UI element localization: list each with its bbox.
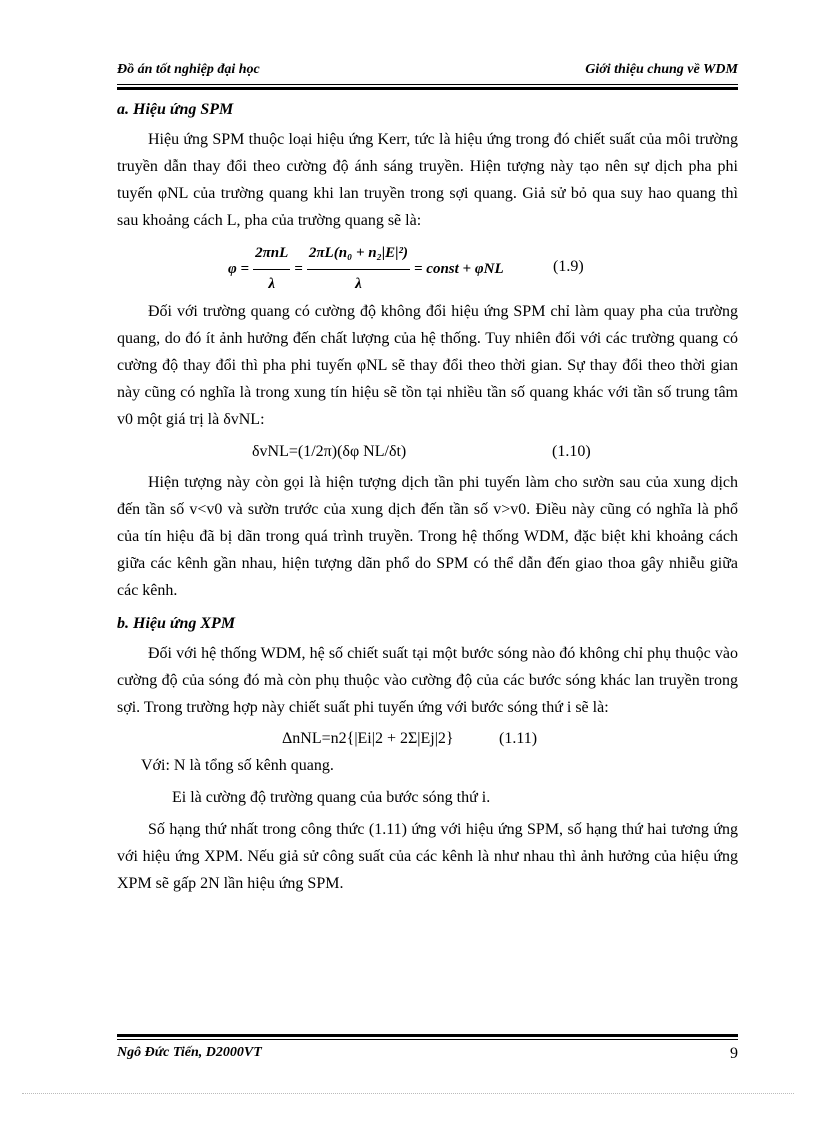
equation-1-11 bbox=[117, 725, 738, 752]
header-rule-thin bbox=[117, 84, 738, 85]
header-rule-thick bbox=[117, 87, 738, 90]
eq19-rhs: = const + φNL bbox=[413, 260, 504, 277]
paragraph-spm-intro: Hiệu ứng SPM thuộc loại hiệu ứng Kerr, tức là hiệu ứng trong đó chiết suất của môi trường truyền dẫn thay đổi theo cường độ ánh sáng truyền. Hiện tượng này tạo nên sự dịch pha phi tuyến φNL của trường quang khi lan truyền trong sợi quang. Giả sử bỏ qua suy hao quang thì sau khoảng cách L, pha của trường quang sẽ là: bbox=[117, 131, 738, 229]
eq19-frac2-numerator: 2πL(n₀ + n₂|E|²) bbox=[307, 240, 410, 270]
eq19-lhs: φ = bbox=[228, 260, 250, 277]
header-chapter-title: Giới thiệu chung về WDM bbox=[585, 62, 738, 77]
section-heading-spm: a. Hiệu ứng SPM bbox=[117, 101, 234, 118]
equation-1-9: φ = $\frac{\text{2πnL}}{\lambda}$ = $\frac{\text{2πL(n₀ + n₂|E|²)}}{\lambda}$ = const + φNL (1.9) bbox=[117, 234, 738, 298]
eq19-fraction-2 bbox=[307, 240, 410, 298]
where-line: Với: N là tổng số kênh quang. bbox=[141, 757, 334, 774]
paragraph-xpm-conclusion: Số hạng thứ nhất trong công thức (1.11) ứng với hiệu ứng SPM, số hạng thứ hai tương ứng với hiệu ứng XPM. Nếu giả sử công suất của các kênh là như nhau thì ảnh hưởng của hiệu ứng XPM sẽ gấp 2N lần hiệu ứng SPM. bbox=[117, 821, 738, 892]
equation-1-10 bbox=[117, 438, 738, 465]
equation-number-1-9: (1.9) bbox=[553, 258, 584, 275]
eq19-fraction-1 bbox=[253, 240, 290, 298]
footer-rule-thin bbox=[117, 1039, 738, 1040]
paragraph-spm-chirp: Hiện tượng này còn gọi là hiện tượng dịch tần phi tuyến làm cho sườn sau của xung dịch đến tần số v<v0 và sườn trước của xung dịch đến tần số v>v0. Điều này cũng có nghĩa là phổ của tín hiệu đã bị dãn trong quá trình truyền. Trong hệ thống WDM, đặc biệt khi khoảng cách giữa các kênh gần nhau, hiện tượng dãn phổ do SPM có thể dẫn đến giao thoa gây nhiễu giữa các kênh. bbox=[117, 474, 738, 599]
ei-definition-line: Ei là cường độ trường quang của bước sóng thứ i. bbox=[172, 789, 491, 806]
footer-author: Ngô Đức Tiến, D2000VT bbox=[117, 1045, 262, 1060]
eq19-frac1-numerator: 2πnL bbox=[253, 240, 290, 270]
page-body bbox=[117, 96, 738, 897]
section-heading-xpm: b. Hiệu ứng XPM bbox=[117, 615, 236, 632]
page-header bbox=[117, 60, 738, 84]
equation-number-1-11: (1.11) bbox=[499, 730, 538, 747]
paragraph-spm-phase: Đối với trường quang có cường độ không đổi hiệu ứng SPM chỉ làm quay pha của trường quang, do đó ít ảnh hưởng đến chất lượng của hệ thống. Tuy nhiên đối với các trường quang có cường độ thay đổi thì pha phi tuyến φNL sẽ thay đổi theo thời gian. Sự thay đổi theo thời gian này cũng có nghĩa là trong xung tín hiệu sẽ tồn tại nhiều tần số quang khác với tần số trung tâm v0 một giá trị là δvNL: bbox=[117, 303, 738, 428]
eq111-expression: ΔnNL=n2{|Ei|2 + 2Σ|Ej|2} bbox=[282, 730, 454, 747]
footer-rule-thick bbox=[117, 1034, 738, 1037]
paragraph-xpm-intro: Đối với hệ thống WDM, hệ số chiết suất tại một bước sóng nào đó không chỉ phụ thuộc vào cường độ của sóng đó mà còn phụ thuộc vào cường độ của các bước sóng khác lan truyền trong sợi. Trong trường hợp này chiết suất phi tuyến ứng với bước sóng thứ i sẽ là: bbox=[117, 645, 738, 716]
page-bottom-dotted-rule bbox=[22, 1093, 794, 1094]
equation-number-1-10: (1.10) bbox=[552, 443, 591, 460]
eq110-expression: δvNL=(1/2π)(δφ NL/δt) bbox=[252, 443, 407, 460]
page-number: 9 bbox=[730, 1045, 738, 1062]
eq19-frac1-denominator: λ bbox=[268, 276, 276, 292]
header-document-title: Đồ án tốt nghiệp đại học bbox=[117, 62, 260, 77]
eq19-frac2-denominator: λ bbox=[355, 276, 362, 292]
